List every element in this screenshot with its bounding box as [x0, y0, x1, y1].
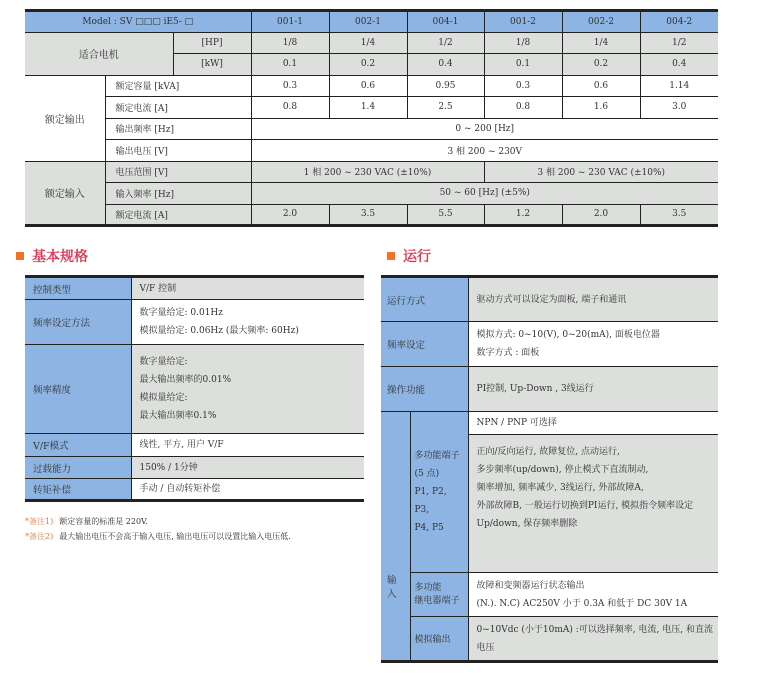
spec-row	[25, 457, 364, 479]
voltage-range-1ph: 1 相 200 ~ 230 VAC (±10%)	[251, 161, 484, 183]
input-current-row	[25, 204, 718, 226]
spec-row	[25, 300, 364, 345]
hp-value: 1/4	[562, 32, 640, 54]
input-freq-value: 50 ~ 60 [Hz] (±5%)	[251, 183, 718, 205]
hp-value: 1/2	[640, 32, 718, 54]
spec-row	[25, 479, 364, 501]
basic-spec-heading	[16, 246, 88, 266]
input-current-value: 2.0	[251, 204, 329, 226]
output-freq-value: 0 ~ 200 [Hz]	[251, 118, 718, 140]
input-current-value: 3.5	[329, 204, 407, 226]
hp-value: 1/4	[329, 32, 407, 54]
spec-value: 线性, 平方, 用户 V/F	[131, 434, 364, 457]
relay-label: 多功能 继电器端子	[410, 573, 468, 617]
model-col: 002-2	[562, 11, 640, 33]
spec-value: 150% / 1分钟	[131, 457, 364, 479]
spec-row	[25, 277, 364, 300]
analog-out-value: 0~10Vdc (小于10mA) :可以选择频率, 电流, 电压, 和直流电压	[468, 617, 718, 662]
rated-input-label: 额定输入	[25, 161, 105, 226]
hp-value: 1/8	[251, 32, 329, 54]
run-row	[381, 573, 718, 617]
kw-value: 0.4	[407, 54, 484, 76]
basic-spec-table	[25, 275, 364, 502]
run-title: 运行	[403, 249, 431, 265]
run-key: 频率设定	[381, 322, 468, 367]
rated-spec-table	[25, 9, 718, 227]
output-voltage-label: 输出电压 [V]	[105, 140, 251, 162]
spec-key: 过载能力	[25, 457, 131, 479]
spec-row	[25, 434, 364, 457]
run-row	[381, 617, 718, 662]
spec-value: 手动 / 自动转矩补偿	[131, 479, 364, 501]
output-current-value: 3.0	[640, 97, 718, 119]
spec-key: 频率精度	[25, 345, 131, 434]
run-row	[381, 322, 718, 367]
footnote: *备注1) 额定容量的标准是 220V.	[25, 517, 148, 526]
run-value: 驱动方式可以设定为面板, 端子和通讯	[468, 277, 718, 322]
orange-square-icon	[387, 252, 395, 260]
input-current-label: 额定电流 [A]	[105, 204, 251, 226]
spec-key: 频率设定方法	[25, 300, 131, 345]
spec-row	[25, 345, 364, 434]
footnotes	[25, 514, 291, 544]
model-col: 002-1	[329, 11, 407, 33]
input-current-value: 3.5	[640, 204, 718, 226]
model-col: 004-1	[407, 11, 484, 33]
kw-value: 0.1	[484, 54, 562, 76]
spec-key: 控制类型	[25, 277, 131, 300]
analog-out-label: 模拟输出	[410, 617, 468, 662]
orange-square-icon	[16, 252, 24, 260]
output-current-value: 0.8	[484, 97, 562, 119]
output-current-value: 2.5	[407, 97, 484, 119]
output-current-value: 1.6	[562, 97, 640, 119]
spec-value: 数字量给定: 最大输出频率的0.01% 模拟量给定: 最大输出频率0.1%	[131, 345, 364, 434]
multi-terminal-value: 正向/反向运行, 故障复位, 点动运行, 多步频率(up/down), 停止模式下直流制动, 频率增加, 频率减少, 3线运行, 外部故障A, 外部故障B, 一般运行切换到PI运行, 模拟指令频率设定 Up/down, 保存频率删除	[468, 435, 718, 573]
run-row	[381, 367, 718, 412]
capacity-value: 0.6	[329, 75, 407, 97]
motor-label: 适合电机	[25, 32, 173, 75]
capacity-value: 0.3	[251, 75, 329, 97]
kw-value: 0.2	[329, 54, 407, 76]
input-label: 输入	[381, 412, 410, 662]
multi-terminal-label: 多功能端子 (5 点) P1, P2, P3, P4, P5	[410, 412, 468, 573]
output-freq-label: 输出频率 [Hz]	[105, 118, 251, 140]
run-value: PI控制, Up-Down , 3线运行	[468, 367, 718, 412]
kw-value: 0.4	[640, 54, 718, 76]
model-header-row	[25, 11, 718, 33]
input-current-value: 5.5	[407, 204, 484, 226]
output-current-label: 额定电流 [A]	[105, 97, 251, 119]
output-current-value: 1.4	[329, 97, 407, 119]
voltage-range-row	[25, 161, 718, 183]
capacity-label: 额定容量 [kVA]	[105, 75, 251, 97]
model-col: 001-1	[251, 11, 329, 33]
npn-pnp-value: NPN / PNP 可选择	[468, 412, 718, 435]
rated-output-label: 额定输出	[25, 75, 105, 161]
capacity-value: 0.3	[484, 75, 562, 97]
model-col: 001-2	[484, 11, 562, 33]
input-current-value: 2.0	[562, 204, 640, 226]
model-label: Model : SV □□□ iE5- □	[25, 11, 251, 33]
run-key: 运行方式	[381, 277, 468, 322]
capacity-value: 0.6	[562, 75, 640, 97]
motor-hp-row	[25, 32, 718, 54]
hp-value: 1/2	[407, 32, 484, 54]
voltage-range-label: 电压范围 [V]	[105, 161, 251, 183]
input-freq-row	[25, 183, 718, 205]
spec-key: 转矩补偿	[25, 479, 131, 501]
basic-spec-title: 基本规格	[32, 249, 88, 265]
output-freq-row	[25, 118, 718, 140]
run-key: 操作功能	[381, 367, 468, 412]
kw-value: 0.1	[251, 54, 329, 76]
capacity-value: 0.95	[407, 75, 484, 97]
spec-value: V/F 控制	[131, 277, 364, 300]
output-voltage-value: 3 相 200 ~ 230V	[251, 140, 718, 162]
run-heading	[387, 246, 431, 266]
capacity-value: 1.14	[640, 75, 718, 97]
output-voltage-row	[25, 140, 718, 162]
voltage-range-3ph: 3 相 200 ~ 230 VAC (±10%)	[484, 161, 718, 183]
kw-value: 0.2	[562, 54, 640, 76]
run-spec-table	[381, 275, 718, 663]
model-col: 004-2	[640, 11, 718, 33]
hp-value: 1/8	[484, 32, 562, 54]
output-current-value: 0.8	[251, 97, 329, 119]
relay-value: 故障和变频器运行状态输出 (N.). N.C) AC250V 小于 0.3A 和低于 DC 30V 1A	[468, 573, 718, 617]
run-value: 模拟方式: 0~10(V), 0~20(mA), 面板电位器 数字方式 : 面板	[468, 322, 718, 367]
input-current-value: 1.2	[484, 204, 562, 226]
input-freq-label: 输入频率 [Hz]	[105, 183, 251, 205]
run-row	[381, 412, 718, 435]
footnote: *备注2) 最大输出电压不会高于输入电压, 输出电压可以设置比输入电压低.	[25, 532, 291, 541]
output-current-row	[25, 97, 718, 119]
spec-key: V/F模式	[25, 434, 131, 457]
capacity-row	[25, 75, 718, 97]
kw-unit: [kW]	[173, 54, 251, 76]
run-row	[381, 277, 718, 322]
spec-value: 数字量给定: 0.01Hz 模拟量给定: 0.06Hz (最大频率: 60Hz)	[131, 300, 364, 345]
hp-unit: [HP]	[173, 32, 251, 54]
